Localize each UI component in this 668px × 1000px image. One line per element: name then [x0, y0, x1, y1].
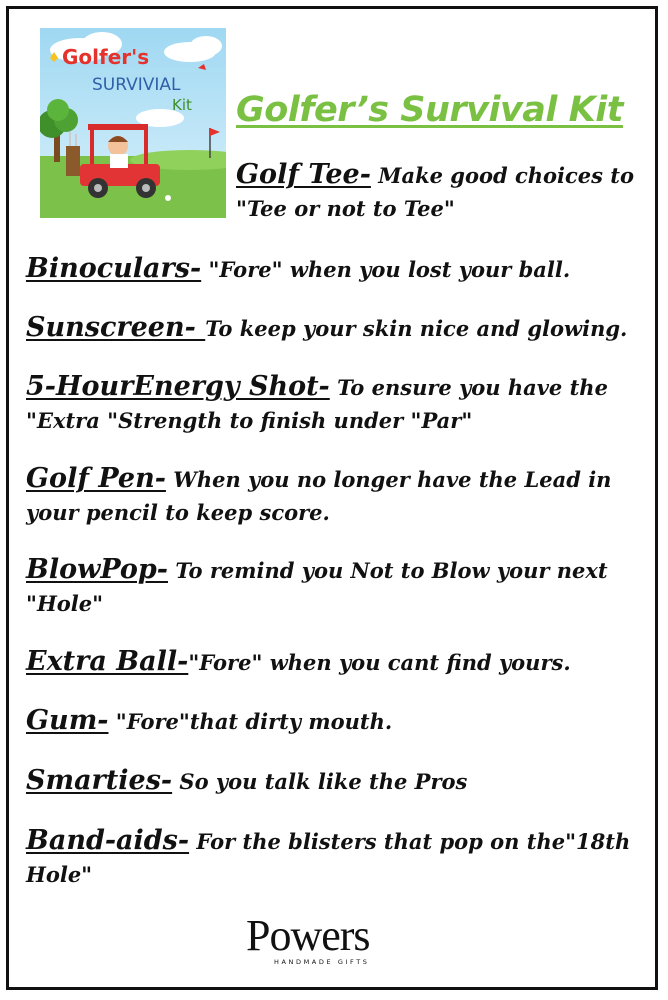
- item-description-line2: "Hole": [26, 591, 104, 616]
- list-item: [236, 158, 634, 225]
- item-description: To ensure you have the: [329, 375, 608, 400]
- item-description: "Fore"that dirty mouth.: [108, 709, 393, 734]
- page-title: Golfer’s Survival Kit: [236, 90, 623, 130]
- item-term: Golf Pen-: [26, 463, 166, 494]
- logo-line3: Kit: [172, 96, 192, 114]
- brand-logo: [246, 912, 396, 972]
- item-description-line2: Hole": [26, 862, 93, 887]
- item-term: BlowPop-: [26, 554, 169, 585]
- golfers-survival-kit-logo: [40, 28, 226, 218]
- list-item: [26, 553, 608, 620]
- logo-line1: Golfer's: [62, 45, 150, 69]
- golfer-character-icon: [108, 136, 128, 168]
- brand-tagline: HANDMADE GIFTS: [274, 958, 370, 966]
- item-description: So you talk like the Pros: [172, 769, 468, 794]
- item-description-line2: "Tee or not to Tee": [236, 196, 455, 221]
- list-item: [26, 311, 627, 345]
- item-description: To keep your skin nice and glowing.: [205, 316, 628, 341]
- item-description: For the blisters that pop on the"18th: [189, 829, 631, 854]
- list-item: [26, 764, 467, 798]
- item-description-line2: "Extra "Strength to finish under "Par": [26, 408, 473, 433]
- item-term: Binoculars-: [26, 253, 202, 284]
- list-item: [26, 252, 570, 286]
- item-term: Golf Tee-: [236, 159, 371, 190]
- item-description: "Fore" when you lost your ball.: [201, 257, 571, 282]
- item-description: "Fore" when you cant find yours.: [188, 650, 571, 675]
- brand-name: Powers: [246, 911, 370, 960]
- item-term: Sunscreen-: [26, 312, 206, 343]
- item-term: Extra Ball-: [26, 646, 189, 677]
- item-term: Gum-: [26, 705, 109, 736]
- list-item: [26, 462, 611, 529]
- logo-line2: SURVIVIAL: [92, 75, 181, 95]
- item-term: Smarties-: [26, 765, 173, 796]
- item-description: To remind you Not to Blow your next: [168, 558, 608, 583]
- item-description-line2: your pencil to keep score.: [26, 500, 330, 525]
- item-term: 5-HourEnergy Shot-: [26, 371, 330, 402]
- list-item: [26, 370, 608, 437]
- list-item: [26, 704, 392, 738]
- list-item: [26, 824, 630, 891]
- item-description: Make good choices to: [370, 163, 635, 188]
- item-term: Band-aids-: [26, 825, 190, 856]
- list-item: [26, 645, 571, 679]
- item-description: When you no longer have the Lead in: [165, 467, 612, 492]
